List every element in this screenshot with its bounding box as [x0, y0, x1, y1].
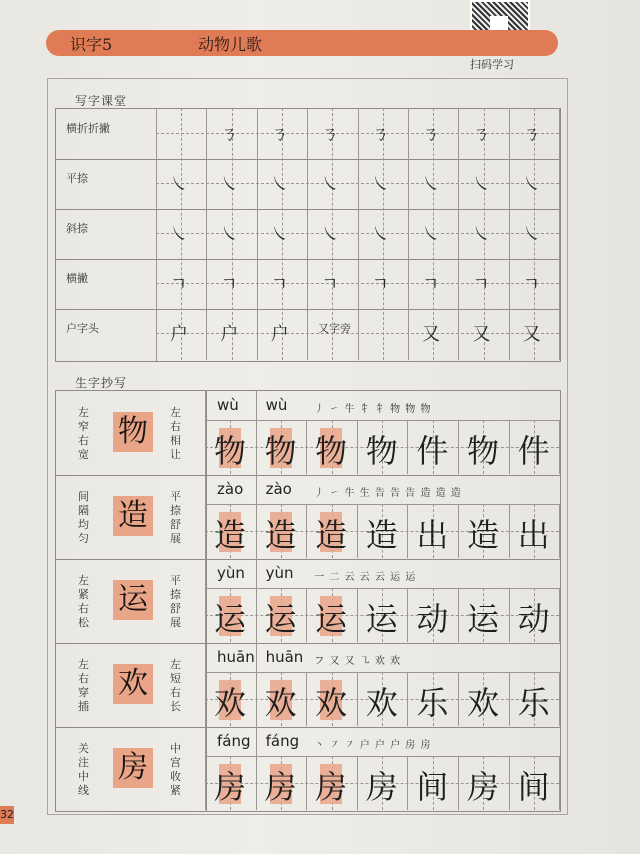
copied-character: 物	[213, 432, 246, 470]
model-character-box	[113, 496, 153, 536]
practice-stroke: ㄱ	[220, 274, 238, 295]
practice-stroke: ㇏	[522, 174, 541, 195]
tip-right: 平捺舒展	[170, 490, 181, 545]
copied-character: 造	[466, 516, 499, 554]
grid-column-line	[156, 108, 157, 360]
char-column-line	[559, 504, 560, 558]
pinyin-handwritten: zào	[265, 480, 292, 498]
pinyin-column-line	[205, 642, 206, 672]
tip-left: 左右穿插	[78, 658, 89, 713]
copied-character: 运	[264, 600, 297, 638]
practice-stroke: ㇏	[522, 224, 541, 245]
lesson-number: 识字5	[70, 35, 113, 54]
pinyin-printed: yùn	[217, 564, 245, 582]
model-character-box	[113, 664, 153, 704]
pinyin-printed: wù	[217, 396, 239, 414]
practice-stroke: ㄋ	[270, 124, 289, 145]
practice-stroke: 又	[522, 324, 541, 345]
practice-stroke: ㇏	[371, 174, 390, 195]
practice-stroke: ㄋ	[321, 124, 340, 145]
practice-stroke: ㄱ	[472, 274, 490, 295]
copied-character: 房	[365, 768, 398, 806]
row-label-4: 横撇	[66, 272, 88, 285]
grid-column-line	[509, 108, 510, 360]
copied-character: 造	[315, 516, 348, 554]
practice-stroke: ㄱ	[270, 274, 289, 295]
copied-character: 造	[264, 516, 297, 554]
tip-right: 左短右长	[170, 658, 181, 713]
tip-left: 左紧右松	[78, 574, 89, 629]
row-label-5b: 又字旁	[318, 322, 351, 335]
copied-character: 房	[315, 768, 348, 806]
tip-left: 左窄右宽	[78, 406, 89, 461]
model-character-box	[113, 412, 153, 452]
pinyin-handwritten: fáng	[265, 732, 300, 750]
practice-stroke: ㇏	[321, 174, 340, 195]
lesson-banner	[46, 30, 558, 56]
stroke-order: 丿 ㇀ 牛 牜 牜 物 物 物	[314, 404, 432, 415]
copied-character: 欢	[213, 684, 246, 722]
copied-character: 间	[416, 768, 449, 806]
row-label-3: 斜捺	[66, 222, 88, 235]
copied-character: 房	[466, 768, 499, 806]
practice-stroke: ㄋ	[472, 124, 491, 145]
practice-stroke: ㄱ	[170, 274, 188, 295]
tip-right: 中宫收紧	[170, 742, 181, 797]
copied-character: 物	[315, 432, 348, 470]
practice-stroke: ㇏	[270, 174, 289, 195]
practice-stroke: ㇏	[220, 174, 239, 195]
practice-stroke: ㄋ	[371, 124, 390, 145]
row-label-5: 户字头	[66, 322, 99, 335]
practice-stroke: ㄋ	[422, 124, 440, 145]
copied-character: 动	[517, 600, 550, 638]
char-column-line	[559, 588, 560, 642]
page-number: 32	[0, 806, 14, 824]
pinyin-column-line	[205, 558, 206, 588]
practice-stroke: ㇏	[170, 224, 188, 245]
pinyin-printed: huān	[217, 648, 255, 666]
practice-stroke: 又	[422, 324, 440, 345]
model-character: 运	[118, 582, 148, 617]
copied-character: 物	[466, 432, 499, 470]
grid-middle-dash	[156, 283, 559, 284]
practice-stroke: ㄱ	[422, 274, 440, 295]
lesson-title: 动物儿歌	[198, 35, 263, 54]
copied-character: 物	[264, 432, 297, 470]
char-column-line	[559, 420, 560, 474]
pinyin-column-line	[256, 642, 257, 672]
copied-character: 欢	[264, 684, 297, 722]
copied-character: 欢	[466, 684, 499, 722]
pinyin-handwritten: huān	[265, 648, 304, 666]
copied-character: 造	[213, 516, 246, 554]
scan-label: 扫码学习	[470, 58, 514, 71]
pinyin-printed: fáng	[217, 732, 251, 750]
practice-stroke: ㇏	[170, 174, 188, 195]
copied-character: 运	[466, 600, 499, 638]
model-character: 造	[118, 498, 148, 533]
copied-character: 房	[213, 768, 246, 806]
practice-stroke: ㇏	[270, 224, 289, 245]
copied-character: 欢	[315, 684, 348, 722]
pinyin-column-line	[256, 726, 257, 756]
tip-right: 左右相让	[170, 406, 181, 461]
practice-stroke: ㄱ	[371, 274, 389, 295]
practice-stroke: 户	[170, 324, 188, 345]
model-character: 欢	[118, 666, 148, 701]
practice-stroke: ㄱ	[321, 274, 339, 295]
copied-character: 运	[213, 600, 246, 638]
section-title-writing: 写字课堂	[75, 94, 128, 108]
copied-character: 乐	[517, 684, 550, 722]
practice-stroke: 户	[270, 324, 289, 345]
practice-stroke: 又	[472, 324, 491, 345]
grid-column-line	[458, 108, 459, 360]
practice-stroke: ㇏	[371, 224, 390, 245]
practice-stroke: ㄋ	[220, 124, 239, 145]
section-title-copy: 生字抄写	[75, 376, 128, 390]
grid-column-line	[559, 108, 560, 360]
model-character: 房	[118, 750, 148, 785]
row-label-1: 横折折撇	[66, 122, 110, 135]
copied-character: 出	[517, 516, 550, 554]
practice-stroke: 户	[220, 324, 239, 345]
grid-middle-dash	[156, 333, 559, 334]
char-column-line	[559, 672, 560, 726]
copied-character: 物	[365, 432, 398, 470]
grid-middle-dash	[156, 133, 559, 134]
pinyin-column-line	[205, 474, 206, 504]
copied-character: 件	[517, 432, 550, 470]
grid-column-line	[408, 108, 409, 360]
char-column-line	[559, 756, 560, 810]
pinyin-printed: zào	[217, 480, 244, 498]
practice-stroke: ㄋ	[522, 124, 541, 145]
stroke-order: 丿 ㇀ 牛 生 告 告 告 造 造 造	[314, 488, 462, 499]
copied-character: 欢	[365, 684, 398, 722]
practice-stroke: ㇏	[472, 174, 491, 195]
stroke-order: フ 又 又 ㇈ 欢 欢	[314, 656, 402, 667]
model-character: 物	[118, 414, 148, 449]
grid-middle-dash	[156, 233, 559, 234]
model-character-box	[113, 748, 153, 788]
grid-column-line	[206, 108, 207, 360]
pinyin-column-line	[256, 474, 257, 504]
stroke-order: 一 二 云 云 云 运 运	[314, 572, 417, 583]
grid-middle-dash	[156, 183, 559, 184]
pinyin-column-line	[205, 726, 206, 756]
copied-character: 乐	[416, 684, 449, 722]
copied-character: 动	[416, 600, 449, 638]
tip-left: 间隔均匀	[78, 490, 89, 545]
copied-character: 运	[365, 600, 398, 638]
practice-stroke: ㇏	[321, 224, 340, 245]
practice-stroke: ㇏	[220, 224, 239, 245]
copied-character: 房	[264, 768, 297, 806]
pinyin-column-line	[256, 390, 257, 420]
stroke-order: 丶 ㇇ ㇇ 户 户 户 房 房	[314, 740, 432, 751]
practice-stroke: ㇏	[422, 224, 440, 245]
copied-character: 运	[315, 600, 348, 638]
tip-right: 平捺舒展	[170, 574, 181, 629]
copied-character: 造	[365, 516, 398, 554]
copied-character: 间	[517, 768, 550, 806]
row-label-2: 平捺	[66, 172, 88, 185]
copied-character: 件	[416, 432, 449, 470]
practice-stroke: ㇏	[472, 224, 491, 245]
model-character-box	[113, 580, 153, 620]
practice-stroke: ㄱ	[522, 274, 541, 295]
pinyin-column-line	[256, 558, 257, 588]
grid-column-line	[307, 108, 308, 360]
pinyin-handwritten: yùn	[265, 564, 294, 582]
grid-column-line	[358, 108, 359, 360]
tip-left: 关注中线	[78, 742, 89, 797]
copied-character: 出	[416, 516, 449, 554]
grid-column-line	[257, 108, 258, 360]
pinyin-handwritten: wù	[265, 396, 288, 414]
practice-stroke: ㇏	[422, 174, 440, 195]
pinyin-column-line	[205, 390, 206, 420]
